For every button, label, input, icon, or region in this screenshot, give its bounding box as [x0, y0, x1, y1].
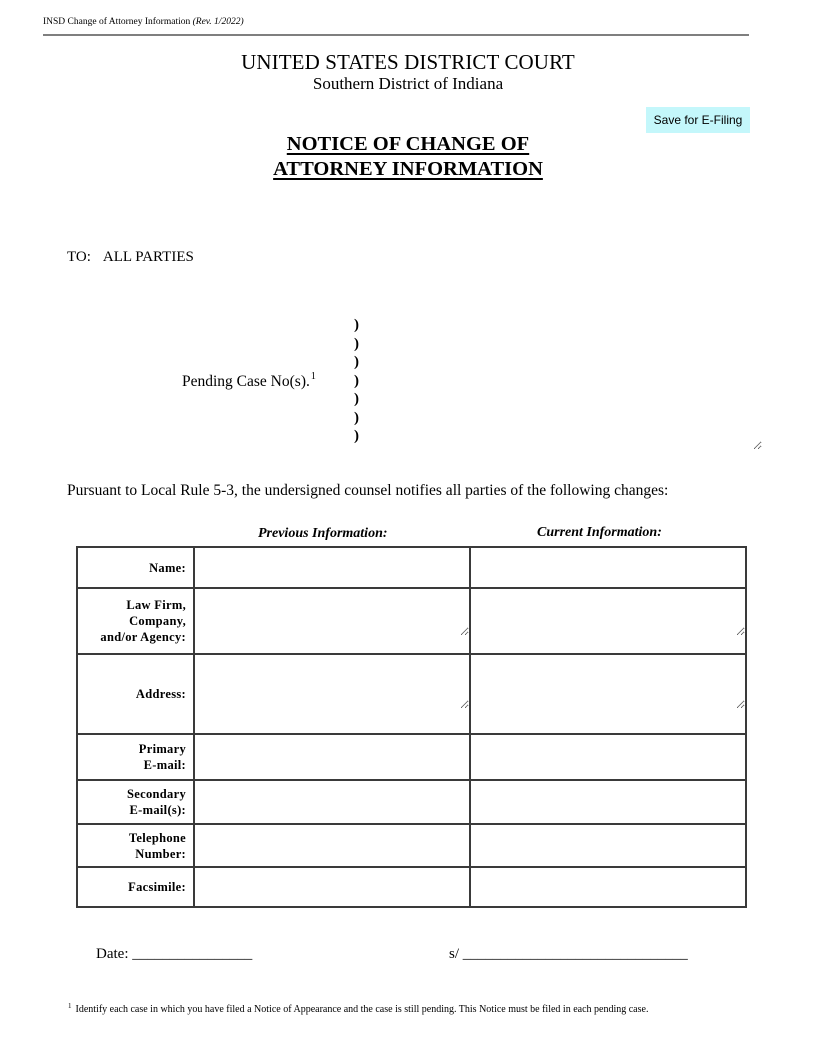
signature-field[interactable]: [449, 946, 688, 963]
attorney-info-table: [76, 546, 747, 908]
form-header: [43, 17, 244, 27]
paren: ): [354, 354, 359, 370]
previous-info-header: Previous Information:: [258, 526, 388, 541]
row-label: Law Firm, Company, and/or Agency:: [77, 588, 194, 654]
intro-paragraph: Pursuant to Local Rule 5-3, the undersigned counsel notifies all parties of the following changes:: [67, 482, 669, 499]
signature-label: s/: [449, 946, 460, 962]
previous-facsimile-field[interactable]: [194, 867, 470, 907]
current-telephone-field[interactable]: [470, 824, 746, 867]
paren: ): [354, 391, 359, 407]
page-title: [0, 132, 816, 182]
court-district: Southern District of Indiana: [312, 74, 504, 93]
date-label: Date:: [96, 946, 129, 962]
footnote-text: Identify each case in which you have filed a Notice of Appearance and the case is still pending. This Notice must be filed in each pending case.: [75, 1004, 649, 1015]
previous-secondary-email-field[interactable]: [194, 780, 470, 824]
table-row-law-firm: [77, 588, 746, 654]
paren: ): [354, 317, 359, 333]
footnote-marker: 1: [68, 1002, 72, 1010]
row-label: Name:: [77, 547, 194, 588]
paren: ): [354, 428, 359, 444]
header-divider: [43, 34, 749, 36]
current-info-header: Current Information:: [537, 525, 662, 540]
row-label: Address:: [77, 654, 194, 734]
paren: ): [354, 409, 359, 426]
table-row-telephone: [77, 824, 746, 867]
pending-case-label: [182, 371, 316, 391]
addressee-prefix: TO:: [67, 249, 91, 265]
previous-primary-email-field[interactable]: [194, 734, 470, 780]
row-label: Telephone Number:: [77, 824, 194, 867]
case-numbers-field[interactable]: [378, 316, 762, 450]
previous-name-field[interactable]: [194, 547, 470, 588]
title-line-2: ATTORNEY INFORMATION: [273, 158, 543, 180]
date-blank[interactable]: ________________: [132, 946, 253, 962]
table-row-name: [77, 547, 746, 588]
current-address-field[interactable]: [470, 654, 746, 734]
addressee-value: ALL PARTIES: [102, 249, 194, 265]
save-for-efiling-button[interactable]: Save for E-Filing: [646, 107, 750, 133]
footnote: [68, 1002, 648, 1015]
form-revision: (Rev. 1/2022): [192, 17, 244, 27]
signature-blank[interactable]: ______________________________: [462, 946, 688, 962]
court-name: UNITED STATES DISTRICT COURT: [241, 50, 575, 74]
pending-case-label-text: Pending Case No(s).: [182, 373, 310, 390]
paren: ): [354, 372, 359, 389]
title-line-1: NOTICE OF CHANGE OF: [286, 133, 530, 155]
form-id: INSD Change of Attorney Information: [43, 17, 191, 27]
table-row-primary-email: [77, 734, 746, 780]
table-row-secondary-email: [77, 780, 746, 824]
addressee-line: [67, 249, 194, 266]
table-row-facsimile: [77, 867, 746, 907]
row-label: Secondary E-mail(s):: [77, 780, 194, 824]
current-primary-email-field[interactable]: [470, 734, 746, 780]
current-name-field[interactable]: [470, 547, 746, 588]
table-row-address: [77, 654, 746, 734]
footnote-ref: 1: [310, 371, 316, 382]
date-field[interactable]: [96, 946, 252, 963]
previous-telephone-field[interactable]: [194, 824, 470, 867]
paren: ): [354, 335, 359, 352]
current-law-firm-field[interactable]: [470, 588, 746, 654]
current-facsimile-field[interactable]: [470, 867, 746, 907]
current-secondary-email-field[interactable]: [470, 780, 746, 824]
previous-law-firm-field[interactable]: [194, 588, 470, 654]
case-caption-parens: [354, 316, 359, 446]
row-label: Facsimile:: [77, 867, 194, 907]
previous-address-field[interactable]: [194, 654, 470, 734]
row-label: Primary E-mail:: [77, 734, 194, 780]
